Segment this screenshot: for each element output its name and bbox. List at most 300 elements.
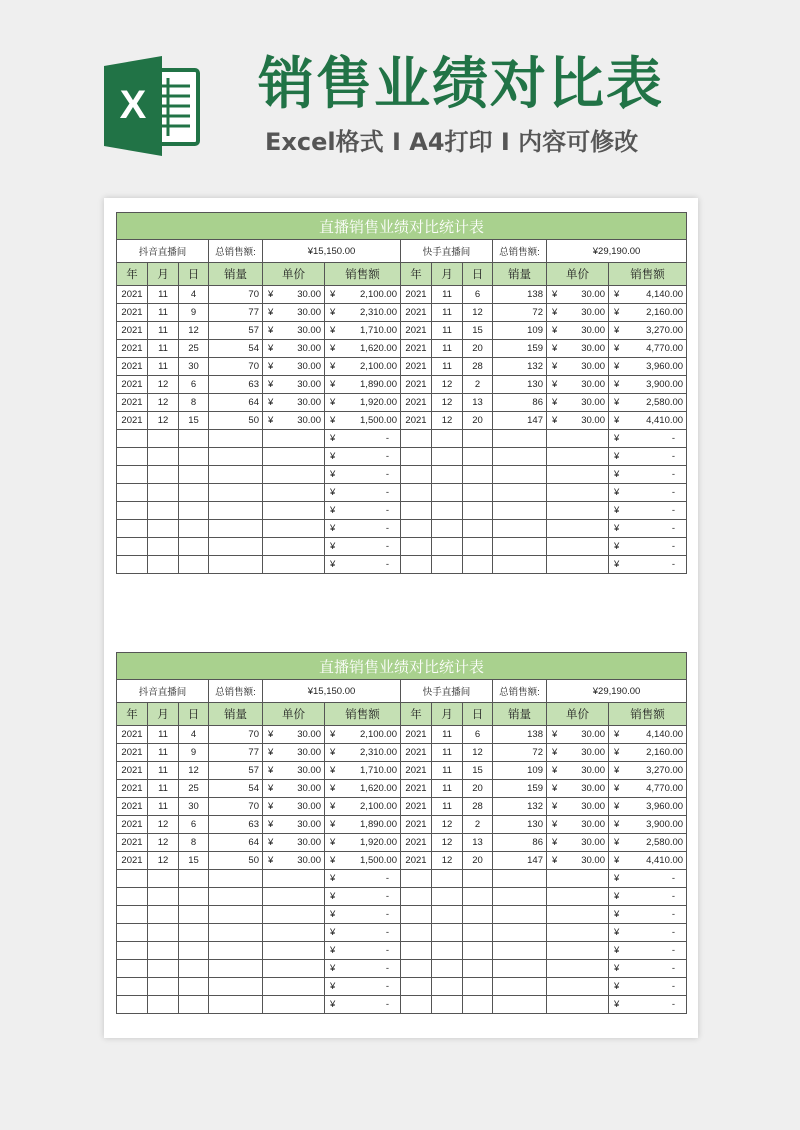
- month-cell: 11: [148, 322, 179, 340]
- sales-amount-cell: [325, 304, 401, 322]
- empty-cell: [493, 502, 547, 520]
- year-cell: 2021: [401, 304, 432, 322]
- column-header: 月: [432, 703, 463, 726]
- column-header: 单价: [263, 703, 325, 726]
- quantity-cell: 57: [209, 322, 263, 340]
- empty-cell: [148, 484, 179, 502]
- unit-price-cell: [547, 780, 609, 798]
- empty-cell: [547, 502, 609, 520]
- empty-cell: [179, 978, 209, 996]
- sales-amount-cell-value: -: [385, 433, 389, 444]
- empty-cell: [117, 538, 148, 556]
- empty-cell: [463, 978, 493, 996]
- empty-cell: [148, 888, 179, 906]
- empty-cell: [209, 520, 263, 538]
- currency-symbol: ¥: [552, 855, 558, 866]
- column-header: 月: [148, 703, 179, 726]
- currency-symbol: ¥: [552, 415, 558, 426]
- unit-price-cell: [547, 816, 609, 834]
- empty-cell: [547, 466, 609, 484]
- empty-cell: [401, 484, 432, 502]
- empty-cell: [209, 978, 263, 996]
- empty-cell: [493, 996, 547, 1014]
- sales-amount-cell-value: 4,770.00: [646, 783, 684, 794]
- empty-cell: [401, 888, 432, 906]
- empty-table-row: [117, 924, 687, 942]
- sales-amount-cell: [609, 888, 687, 906]
- empty-table-row: [117, 484, 687, 502]
- day-cell: 6: [463, 726, 493, 744]
- empty-cell: [209, 888, 263, 906]
- unit-price-cell-value: 30.00: [581, 343, 605, 354]
- sales-amount-cell: [325, 942, 401, 960]
- unit-price-cell-value: 30.00: [297, 819, 321, 830]
- sales-amount-cell: [609, 726, 687, 744]
- unit-price-cell: [263, 726, 325, 744]
- sales-amount-cell-value: -: [671, 963, 676, 974]
- column-header: 月: [148, 263, 179, 286]
- table-row: [117, 726, 687, 744]
- currency-symbol: ¥: [330, 927, 336, 938]
- empty-cell: [547, 430, 609, 448]
- unit-price-cell: [263, 798, 325, 816]
- empty-cell: [263, 960, 325, 978]
- empty-cell: [148, 520, 179, 538]
- empty-cell: [493, 466, 547, 484]
- quantity-cell: 72: [493, 304, 547, 322]
- empty-cell: [148, 556, 179, 574]
- empty-cell: [401, 978, 432, 996]
- sales-comparison-table: [116, 212, 687, 574]
- currency-symbol: ¥: [268, 289, 274, 300]
- currency-symbol: ¥: [614, 289, 620, 300]
- table-row: [117, 834, 687, 852]
- sales-amount-cell-value: -: [385, 963, 389, 974]
- unit-price-cell-value: 30.00: [581, 747, 605, 758]
- quantity-cell: 138: [493, 726, 547, 744]
- sales-amount-cell: [325, 502, 401, 520]
- table-title-row: [117, 213, 687, 240]
- day-cell: 9: [179, 744, 209, 762]
- currency-symbol: ¥: [614, 379, 620, 390]
- sales-amount-cell: [609, 996, 687, 1014]
- currency-symbol: ¥: [268, 361, 274, 372]
- table-row: [117, 762, 687, 780]
- sales-amount-cell-value: 2,160.00: [646, 307, 684, 318]
- currency-symbol: ¥: [552, 747, 558, 758]
- day-cell: 12: [463, 304, 493, 322]
- day-cell: 15: [179, 852, 209, 870]
- day-cell: 2: [463, 816, 493, 834]
- currency-symbol: ¥: [614, 819, 620, 830]
- currency-symbol: ¥: [330, 783, 336, 794]
- unit-price-cell-value: 30.00: [297, 379, 321, 390]
- unit-price-cell-value: 30.00: [297, 343, 321, 354]
- empty-cell: [209, 484, 263, 502]
- year-cell: 2021: [401, 286, 432, 304]
- day-cell: 12: [179, 322, 209, 340]
- year-cell: 2021: [117, 412, 148, 430]
- year-cell: 2021: [117, 780, 148, 798]
- year-cell: 2021: [401, 358, 432, 376]
- table-row: [117, 412, 687, 430]
- sales-amount-cell-value: -: [385, 541, 389, 552]
- column-header: 销量: [209, 263, 263, 286]
- sales-amount-cell: [325, 870, 401, 888]
- unit-price-cell-value: 30.00: [297, 855, 321, 866]
- currency-symbol: ¥: [614, 963, 620, 974]
- currency-symbol: ¥: [614, 747, 620, 758]
- total-sales-value: ¥15,150.00: [263, 680, 401, 703]
- currency-symbol: ¥: [614, 891, 620, 902]
- platform-name: 抖音直播间: [117, 680, 209, 703]
- year-cell: 2021: [117, 762, 148, 780]
- sales-amount-cell-value: -: [385, 559, 389, 570]
- empty-cell: [547, 484, 609, 502]
- currency-symbol: ¥: [268, 415, 274, 426]
- empty-cell: [493, 556, 547, 574]
- currency-symbol: ¥: [330, 765, 336, 776]
- currency-symbol: ¥: [330, 747, 336, 758]
- day-cell: 15: [463, 762, 493, 780]
- sales-amount-cell: [609, 394, 687, 412]
- sales-amount-cell: [325, 924, 401, 942]
- unit-price-cell-value: 30.00: [297, 325, 321, 336]
- page-title: 销售业绩对比表: [258, 52, 664, 117]
- sales-amount-cell: [325, 394, 401, 412]
- empty-cell: [117, 942, 148, 960]
- day-cell: 4: [179, 726, 209, 744]
- year-cell: 2021: [401, 340, 432, 358]
- quantity-cell: 70: [209, 726, 263, 744]
- empty-cell: [493, 448, 547, 466]
- empty-cell: [263, 942, 325, 960]
- month-cell: 12: [432, 412, 463, 430]
- year-cell: 2021: [117, 394, 148, 412]
- unit-price-cell-value: 30.00: [581, 765, 605, 776]
- unit-price-cell: [547, 762, 609, 780]
- currency-symbol: ¥: [614, 397, 620, 408]
- currency-symbol: ¥: [614, 541, 620, 552]
- currency-symbol: ¥: [614, 361, 620, 372]
- currency-symbol: ¥: [552, 325, 558, 336]
- unit-price-cell-value: 30.00: [297, 729, 321, 740]
- day-cell: 15: [463, 322, 493, 340]
- empty-cell: [463, 906, 493, 924]
- total-sales-label: 总销售额:: [209, 680, 263, 703]
- currency-symbol: ¥: [330, 819, 336, 830]
- day-cell: 30: [179, 798, 209, 816]
- month-cell: 12: [432, 816, 463, 834]
- currency-symbol: ¥: [614, 325, 620, 336]
- empty-cell: [432, 906, 463, 924]
- empty-cell: [401, 942, 432, 960]
- sales-amount-cell: [325, 906, 401, 924]
- empty-cell: [401, 906, 432, 924]
- year-cell: 2021: [117, 304, 148, 322]
- unit-price-cell-value: 30.00: [581, 361, 605, 372]
- empty-cell: [401, 466, 432, 484]
- month-cell: 11: [432, 762, 463, 780]
- sales-amount-cell-value: -: [671, 945, 676, 956]
- day-cell: 13: [463, 394, 493, 412]
- currency-symbol: ¥: [614, 559, 620, 570]
- column-header-row: [117, 263, 687, 286]
- sales-amount-cell: [325, 412, 401, 430]
- empty-cell: [117, 888, 148, 906]
- total-sales-value: ¥29,190.00: [547, 240, 687, 263]
- currency-symbol: ¥: [268, 855, 274, 866]
- sales-amount-cell: [325, 960, 401, 978]
- document-sheet: [104, 198, 698, 1038]
- empty-cell: [179, 502, 209, 520]
- unit-price-cell: [547, 726, 609, 744]
- platform-info-row: [117, 680, 687, 703]
- total-sales-label: 总销售额:: [493, 680, 547, 703]
- empty-cell: [179, 888, 209, 906]
- empty-cell: [263, 888, 325, 906]
- currency-symbol: ¥: [614, 945, 620, 956]
- year-cell: 2021: [401, 852, 432, 870]
- empty-cell: [463, 942, 493, 960]
- column-header: 销售额: [609, 263, 687, 286]
- currency-symbol: ¥: [268, 837, 274, 848]
- quantity-cell: 54: [209, 780, 263, 798]
- sales-amount-cell-value: 1,500.00: [360, 415, 397, 426]
- month-cell: 11: [148, 726, 179, 744]
- sales-amount-cell: [325, 430, 401, 448]
- sales-amount-cell: [609, 960, 687, 978]
- table-title: 直播销售业绩对比统计表: [117, 213, 687, 240]
- sales-amount-cell: [325, 834, 401, 852]
- sales-amount-cell: [609, 466, 687, 484]
- sales-amount-cell-value: 1,620.00: [360, 343, 397, 354]
- empty-cell: [463, 996, 493, 1014]
- month-cell: 12: [432, 394, 463, 412]
- currency-symbol: ¥: [330, 855, 336, 866]
- quantity-cell: 70: [209, 286, 263, 304]
- currency-symbol: ¥: [552, 801, 558, 812]
- unit-price-cell-value: 30.00: [297, 747, 321, 758]
- empty-cell: [179, 906, 209, 924]
- empty-cell: [432, 924, 463, 942]
- sales-amount-cell: [609, 412, 687, 430]
- currency-symbol: ¥: [330, 289, 336, 300]
- quantity-cell: 64: [209, 394, 263, 412]
- sales-amount-cell: [325, 484, 401, 502]
- unit-price-cell: [547, 412, 609, 430]
- sales-amount-cell-value: 3,960.00: [646, 361, 684, 372]
- empty-cell: [263, 556, 325, 574]
- sales-amount-cell-value: -: [671, 927, 676, 938]
- sales-amount-cell-value: 1,920.00: [360, 397, 397, 408]
- currency-symbol: ¥: [268, 783, 274, 794]
- sales-amount-cell-value: 2,310.00: [360, 307, 397, 318]
- quantity-cell: 63: [209, 816, 263, 834]
- empty-cell: [547, 888, 609, 906]
- sales-amount-cell-value: -: [671, 981, 676, 992]
- platform-info-row: [117, 240, 687, 263]
- sales-amount-cell: [325, 852, 401, 870]
- empty-cell: [547, 870, 609, 888]
- month-cell: 11: [148, 304, 179, 322]
- sales-amount-cell-value: 3,900.00: [646, 819, 684, 830]
- sales-amount-cell: [609, 762, 687, 780]
- month-cell: 12: [432, 852, 463, 870]
- unit-price-cell: [547, 834, 609, 852]
- empty-cell: [463, 960, 493, 978]
- unit-price-cell-value: 30.00: [581, 415, 605, 426]
- empty-table-row: [117, 978, 687, 996]
- empty-cell: [117, 960, 148, 978]
- currency-symbol: ¥: [330, 891, 336, 902]
- sales-amount-cell: [325, 286, 401, 304]
- table-row: [117, 358, 687, 376]
- empty-cell: [432, 538, 463, 556]
- empty-cell: [463, 888, 493, 906]
- unit-price-cell: [547, 744, 609, 762]
- empty-cell: [401, 430, 432, 448]
- sales-amount-cell: [325, 448, 401, 466]
- sales-amount-cell: [609, 556, 687, 574]
- month-cell: 12: [148, 852, 179, 870]
- year-cell: 2021: [401, 798, 432, 816]
- unit-price-cell-value: 30.00: [297, 361, 321, 372]
- empty-cell: [463, 556, 493, 574]
- empty-cell: [179, 942, 209, 960]
- empty-table-row: [117, 466, 687, 484]
- month-cell: 11: [432, 358, 463, 376]
- sales-amount-cell-value: -: [385, 999, 389, 1010]
- unit-price-cell-value: 30.00: [297, 415, 321, 426]
- currency-symbol: ¥: [330, 945, 336, 956]
- empty-cell: [117, 502, 148, 520]
- day-cell: 4: [179, 286, 209, 304]
- year-cell: 2021: [401, 376, 432, 394]
- sales-amount-cell: [325, 744, 401, 762]
- currency-symbol: ¥: [552, 343, 558, 354]
- currency-symbol: ¥: [614, 487, 620, 498]
- quantity-cell: 77: [209, 744, 263, 762]
- sales-amount-cell-value: -: [671, 909, 676, 920]
- column-header: 日: [179, 263, 209, 286]
- sales-amount-cell: [609, 744, 687, 762]
- empty-cell: [493, 430, 547, 448]
- sales-amount-cell-value: 3,270.00: [646, 325, 684, 336]
- quantity-cell: 109: [493, 762, 547, 780]
- quantity-cell: 86: [493, 394, 547, 412]
- quantity-cell: 159: [493, 340, 547, 358]
- currency-symbol: ¥: [330, 343, 336, 354]
- unit-price-cell: [547, 798, 609, 816]
- table-row: [117, 340, 687, 358]
- column-header: 销售额: [325, 263, 401, 286]
- empty-cell: [209, 942, 263, 960]
- platform-name: 快手直播间: [401, 680, 493, 703]
- sales-amount-cell: [609, 448, 687, 466]
- column-header: 销量: [493, 703, 547, 726]
- empty-table-row: [117, 430, 687, 448]
- currency-symbol: ¥: [330, 451, 336, 462]
- sales-amount-cell: [325, 358, 401, 376]
- empty-cell: [493, 960, 547, 978]
- sales-amount-cell-value: 4,770.00: [646, 343, 684, 354]
- empty-table-row: [117, 448, 687, 466]
- logo-letter: X: [119, 83, 147, 127]
- empty-cell: [401, 556, 432, 574]
- currency-symbol: ¥: [614, 307, 620, 318]
- empty-cell: [148, 538, 179, 556]
- sales-comparison-table: [116, 652, 687, 1014]
- month-cell: 11: [148, 744, 179, 762]
- empty-cell: [547, 520, 609, 538]
- unit-price-cell: [263, 376, 325, 394]
- empty-cell: [263, 502, 325, 520]
- currency-symbol: ¥: [330, 379, 336, 390]
- year-cell: 2021: [401, 744, 432, 762]
- unit-price-cell: [263, 816, 325, 834]
- unit-price-cell: [263, 762, 325, 780]
- empty-cell: [263, 996, 325, 1014]
- column-header: 日: [179, 703, 209, 726]
- sales-amount-cell: [609, 484, 687, 502]
- empty-cell: [432, 484, 463, 502]
- empty-cell: [463, 484, 493, 502]
- sales-amount-cell-value: -: [385, 469, 389, 480]
- unit-price-cell: [547, 852, 609, 870]
- platform-name: 抖音直播间: [117, 240, 209, 263]
- sales-amount-cell-value: -: [385, 909, 389, 920]
- unit-price-cell: [547, 376, 609, 394]
- empty-cell: [209, 538, 263, 556]
- month-cell: 11: [432, 780, 463, 798]
- unit-price-cell: [547, 340, 609, 358]
- sales-amount-cell: [609, 538, 687, 556]
- empty-cell: [547, 448, 609, 466]
- currency-symbol: ¥: [330, 801, 336, 812]
- empty-table-row: [117, 502, 687, 520]
- empty-table-row: [117, 906, 687, 924]
- currency-symbol: ¥: [268, 801, 274, 812]
- month-cell: 11: [432, 304, 463, 322]
- empty-cell: [547, 924, 609, 942]
- sales-amount-cell-value: -: [385, 873, 389, 884]
- empty-cell: [401, 448, 432, 466]
- sales-amount-cell: [609, 798, 687, 816]
- unit-price-cell-value: 30.00: [297, 765, 321, 776]
- sales-amount-cell: [609, 780, 687, 798]
- currency-symbol: ¥: [268, 819, 274, 830]
- currency-symbol: ¥: [268, 729, 274, 740]
- currency-symbol: ¥: [330, 981, 336, 992]
- quantity-cell: 57: [209, 762, 263, 780]
- currency-symbol: ¥: [268, 765, 274, 776]
- currency-symbol: ¥: [330, 837, 336, 848]
- quantity-cell: 63: [209, 376, 263, 394]
- month-cell: 12: [432, 376, 463, 394]
- day-cell: 20: [463, 852, 493, 870]
- column-header-row: [117, 703, 687, 726]
- sales-amount-cell: [609, 906, 687, 924]
- day-cell: 8: [179, 394, 209, 412]
- empty-cell: [117, 996, 148, 1014]
- empty-cell: [463, 924, 493, 942]
- currency-symbol: ¥: [330, 909, 336, 920]
- year-cell: 2021: [117, 376, 148, 394]
- currency-symbol: ¥: [330, 873, 336, 884]
- currency-symbol: ¥: [614, 451, 620, 462]
- sales-amount-cell-value: -: [671, 469, 676, 480]
